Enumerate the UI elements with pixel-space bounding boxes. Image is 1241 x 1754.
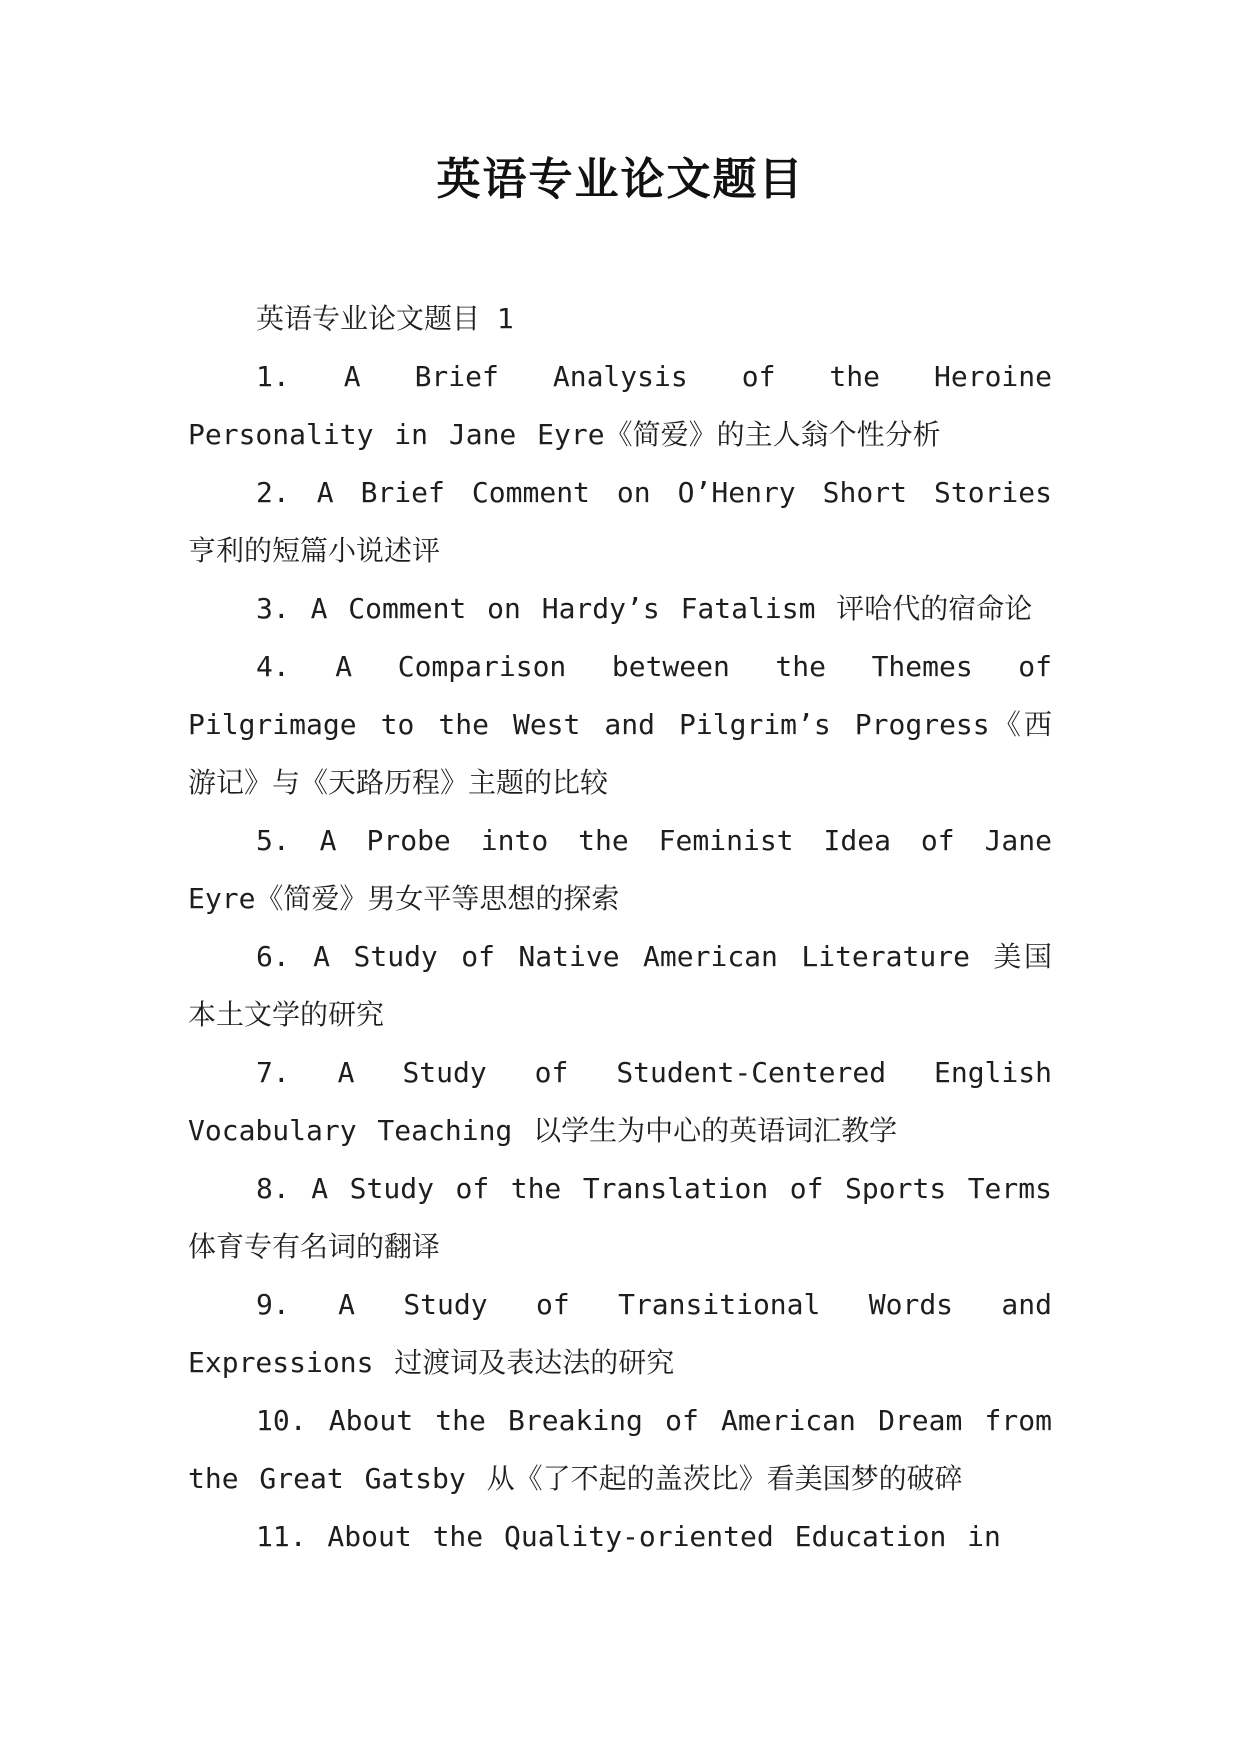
document-body <box>188 290 1052 1566</box>
list-item: 1. A Brief Analysis of the Heroine Personality in Jane Eyre《简爱》的主人翁个性分析 <box>188 360 1052 451</box>
list-item: 5. A Probe into the Feminist Idea of Jane Eyre《简爱》男女平等思想的探索 <box>188 824 1052 915</box>
list-item: 2. A Brief Comment on O’Henry Short Stories 亨利的短篇小说述评 <box>188 476 1052 567</box>
list-item: 9. A Study of Transitional Words and Expressions 过渡词及表达法的研究 <box>188 1288 1052 1379</box>
section-heading: 英语专业论文题目 1 <box>256 302 514 335</box>
list-item: 3. A Comment on Hardy’s Fatalism 评哈代的宿命论 <box>256 592 1033 625</box>
list-item: 7. A Study of Student-Centered English Vocabulary Teaching 以学生为中心的英语词汇教学 <box>188 1056 1052 1147</box>
list-item: 11. About the Quality-oriented Education in <box>256 1520 1001 1553</box>
list-item: 6. A Study of Native American Literature 美国本土文学的研究 <box>188 940 1052 1031</box>
list-item: 8. A Study of the Translation of Sports Terms 体育专有名词的翻译 <box>188 1172 1052 1263</box>
list-item: 4. A Comparison between the Themes of Pilgrimage to the West and Pilgrim’s Progress《西游记》与《天路历程》主题的比较 <box>188 650 1052 799</box>
list-item: 10. About the Breaking of American Dream from the Great Gatsby 从《了不起的盖茨比》看美国梦的破碎 <box>188 1404 1052 1495</box>
document-title: 英语专业论文题目 <box>436 154 805 205</box>
